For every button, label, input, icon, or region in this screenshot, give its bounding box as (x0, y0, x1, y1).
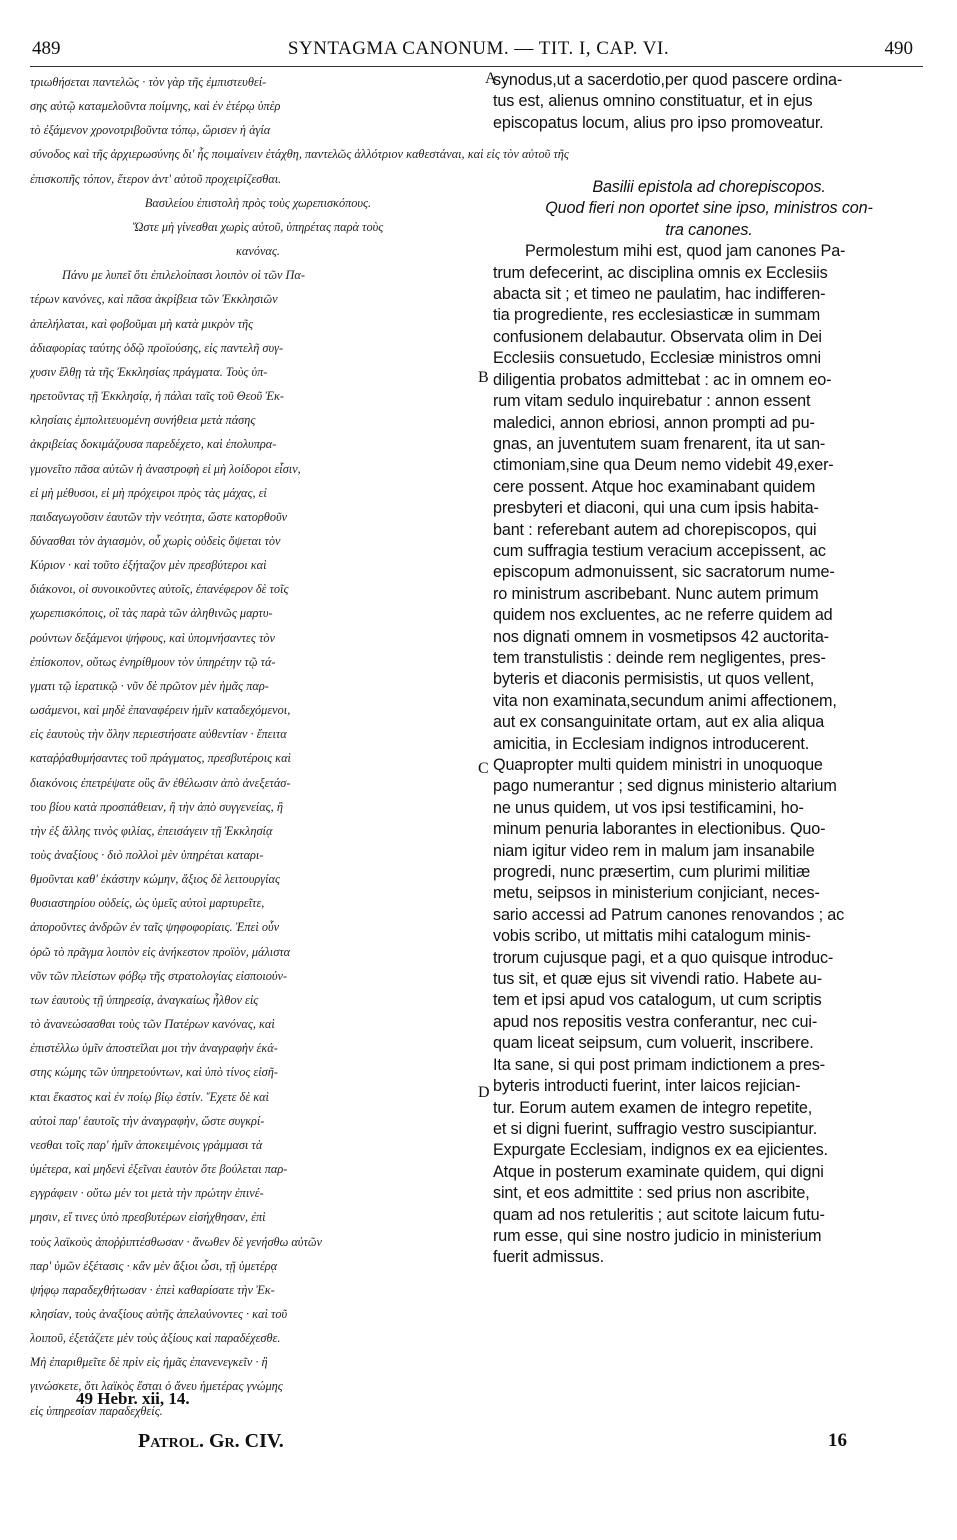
latin-line: Expurgate Ecclesiam, indignos ex ea ejicientes. (493, 1141, 828, 1160)
latin-column (493, 70, 925, 1269)
header-rule (30, 66, 923, 67)
running-title: SYNTAGMA CANONUM. — TIT. I, CAP. VI. (287, 38, 670, 59)
latin-line: tus sit, et quæ ejus sit vivendi ratio. Habete au- (493, 970, 823, 989)
latin-line: synodus,ut a sacerdotio,per quod pascere ordina- (493, 71, 843, 89)
greek-line: Μὴ ἐπαριθμεῖτε δὲ πρὶν εἰς ἡμᾶς ἐπανενεγκεῖν · ἢ (30, 1355, 268, 1370)
greek-line: κλησίαν, τοὺς ἀναξίους αὐτῆς ἀπελαύνοντες · καὶ τοῦ (30, 1306, 288, 1321)
latin-line: Ita sane, si qui post primam indictionem a pres- (493, 1055, 825, 1074)
greek-line: διάκονοι, οἱ συνοικοῦντες αὐτοῖς, ἐπανέφερον δὲ τοῖς (30, 582, 289, 597)
greek-line: καταῤῥαθυμήσαντες τοῦ πράγματος, πρεσβυτέροις καὶ (30, 751, 291, 766)
latin-line: Ecclesiis consuetudo, Ecclesiæ ministros omni (493, 349, 821, 368)
greek-line: ἀδιαφορίας ταύτης ὁδῷ προϊούσης, εἰς παντελῆ συγ- (30, 340, 284, 355)
latin-line: episcopum admonuissent, sic sacratorum nume- (493, 563, 835, 582)
greek-line: σης αὐτῷ καταμελοῦντα ποίμνης, καὶ ἐν ἑτέρῳ ὑπὲρ (30, 99, 281, 114)
latin-line: confusionem delabautur. Observata olim in Dei (493, 327, 822, 346)
latin-line: Quod fieri non oportet sine ipso, ministros con- (545, 199, 873, 218)
latin-line: maledici, annon ebriosi, annon prompti ad pu- (493, 413, 815, 432)
latin-line: tem transtulistis : deinde rem negligentes, pres- (493, 648, 826, 667)
latin-line: Atque in posterum examinate quidem, qui digni (493, 1162, 824, 1181)
latin-line: tra canones. (665, 220, 753, 239)
latin-line: cere possent. Atque hoc examinabant quidem (493, 477, 816, 496)
greek-line: σύνοδος καὶ τῆς ἀρχιερωσύνης δι' ἧς ποιμαίνειν ἐτάχθη, παντελῶς ἀλλότριον καθεστάναι, καὶ εἰς τὸν αὐτοῦ τῆς (30, 147, 569, 162)
greek-line: ωσάμενοι, καὶ μηδὲ ἐπαναφέρειν ἡμῖν καταδεχόμενοι, (30, 703, 291, 718)
greek-line: γινώσκετε, ὅτι λαϊκὸς ἔσται ὁ ἄνευ ἡμετέρας γνώμης (30, 1379, 283, 1394)
greek-line: ἐπισκοπῆς τόπον, ἕτερον ἀντ' αὐτοῦ προχειρίζεσθαι. (30, 171, 282, 186)
margin-marker-b: B (478, 369, 489, 386)
greek-line: δύνασθαι τὸν ἁγιασμὸν, οὗ χωρὶς οὐδεὶς ὄψεται τὸν (30, 533, 281, 548)
page-number-left: 489 (32, 38, 61, 59)
greek-line: αὐτοὶ παρ' ἑαυτοῖς τὴν ἀναγραφὴν, ὥστε συγκρί- (30, 1113, 265, 1128)
greek-line: τριωθήσεται παντελῶς · τὸν γὰρ τῆς ἐμπιστευθεί- (30, 75, 267, 89)
greek-line: χυσιν ἔλθῃ τὰ τῆς Ἐκκλησίας πράγματα. Τοὺς ὑπ- (30, 364, 268, 379)
greek-line: ἐπιστέλλω ὑμῖν ἀποστεῖλαι μοι τὴν ἀναγραφὴν ἑκά- (30, 1041, 278, 1056)
margin-marker-d: D (478, 1084, 490, 1101)
latin-line: niam igitur video rem in malum jam insanabile (493, 841, 815, 860)
greek-line: ἀκριβείας δοκιμάζουσα παρεδέχετο, καὶ ἐπολυπρα- (30, 437, 277, 452)
greek-line: ἐπίσκοπον, οὕτως ἐνηρίθμουν τὸν ὑπηρέτην τῷ τά- (30, 654, 276, 669)
margin-marker-c: C (478, 760, 489, 777)
latin-line: amicitia, in Ecclesiam indignos introducerent. (493, 734, 810, 753)
latin-line: episcopatus locum, alius pro ipso promoveatur. (493, 113, 824, 132)
greek-line: ἀποροῦντες ἀνδρῶν ἐν ταῖς ψηφοφορίαις. Ἐπεὶ οὖν (30, 920, 280, 935)
greek-line: τὴν ἐξ ἄλλης τινὸς φιλίας, ἐπεισάγειν τῇ Ἐκκλησίᾳ (30, 823, 273, 838)
greek-line: εἰς ὑπηρεσίαν παραδεχθείς. (30, 1403, 163, 1418)
latin-line: quidem nos excluentes, ac ne referre quidem ad (493, 606, 833, 625)
latin-line: pago numerantur ; sed dignus ministerio altarium (493, 777, 837, 796)
greek-line: εἰς ἑαυτοὺς τὴν ὅλην περιεστήσατε αὐθεντίαν · ἔπειτα (30, 727, 287, 742)
greek-line: κανόνας. (236, 244, 280, 259)
latin-line: tem et ipsi apud vos catalogum, ut cum scriptis (493, 991, 822, 1010)
greek-line: μησιν, εἴ τινες ὑπὸ πρεσβυτέρων εἰσήχθησαν, ἐπὶ (30, 1210, 266, 1225)
greek-line: κται ἕκαστος καὶ ἐν ποίῳ βίῳ ἐστίν. Ἔχετε δὲ καὶ (30, 1089, 269, 1104)
latin-line (493, 156, 925, 177)
latin-line: abacta sit ; et timeo ne paulatim, hac indifferen- (493, 285, 826, 304)
page-number-right: 490 (884, 38, 913, 59)
greek-line: του βίου κατὰ προσπάθειαν, ἢ τὴν ἀπὸ συγγενείας, ἢ (30, 799, 283, 814)
greek-line: εἰ μὴ μέθυσοι, εἰ μὴ πρόχειροι πρὸς τὰς μάχας, εἰ (30, 485, 267, 500)
greek-line: Ὥστε μὴ γίνεσθαι χωρὶς αὐτοῦ, ὑπηρέτας παρὰ τοὺς (132, 219, 384, 234)
latin-line: nos dignati omnem in vosmetipsos 42 auctorita- (493, 627, 829, 646)
latin-line: gnas, an juventutem suam frenarent, ita ut san- (493, 434, 826, 453)
latin-line: progredi, nunc præsertim, cum plurimi militiæ (493, 863, 811, 882)
latin-line: tur. Eorum autem examen de integro repetite, (493, 1098, 813, 1117)
greek-line: νεσθαι τοῖς παρ' ἡμῖν ἀποκειμένοις γράμμασι τὰ (30, 1137, 263, 1152)
latin-line: tus est, alienus omnino constituatur, et in ejus (493, 92, 813, 111)
greek-line: γμονεῖτο πᾶσα αὐτῶν ἡ ἀναστροφὴ εἰ μὴ λοίδοροι εἶσιν, (30, 461, 301, 476)
latin-line: Basilii epistola ad chorepiscopos. (592, 178, 826, 197)
latin-line: vobis scribo, ut mittatis mihi catalogum minis- (493, 927, 811, 946)
latin-line: et si digni fuerint, suffragio vestro suscipiantur. (493, 1119, 818, 1138)
latin-line: sint, et eos admittite : sed prius non ascribite, (493, 1184, 810, 1203)
greek-line: ἀπελήλαται, καὶ φοβοῦμαι μὴ κατὰ μικρὸν τῆς (30, 316, 254, 331)
margin-marker-a: A (485, 70, 497, 87)
latin-line: cum suffragia testium veracium accepissent, ac (493, 541, 826, 560)
latin-line: ctimoniam,sine qua Deum nemo videbit 49,exer- (493, 456, 834, 475)
greek-line: τοὺς ἀναξίους · διὸ πολλοὶ μὲν ὑπηρέται καταρι- (30, 848, 264, 862)
greek-line: Κύριον · καὶ τοῦτο ἐξήταζον μὲν πρεσβύτεροι καὶ (30, 558, 267, 573)
latin-line: presbyteri et diaconi, qui una cum ipsis habita- (493, 499, 819, 518)
latin-line: byteris et diaconis permisistis, ut quos vellent, (493, 670, 815, 689)
greek-line: τέρων κανόνες, καὶ πᾶσα ἀκρίβεια τῶν Ἐκκλησιῶν (30, 292, 278, 307)
greek-line: Πάνυ με λυπεῖ ὅτι ἐπιλελοίπασι λοιπὸν οἱ τῶν Πα- (62, 268, 305, 283)
greek-line: ρούντων δεξάμενοι ψήφους, καὶ ὑπομνήσαντες τὸν (30, 630, 275, 645)
greek-line: χωρεπισκόποις, οἳ τὰς παρὰ τῶν ἀληθινῶς μαρτυ- (30, 606, 273, 621)
latin-line: rum esse, qui sine nostro judicio in ministerium (493, 1226, 822, 1245)
greek-line: θμοῦνται καθ' ἑκάστην κώμην, ἄξιος δὲ λειτουργίας (30, 872, 280, 887)
greek-line: κλησίαις ἐμπολιτευομένη συνήθεια μετὰ πάσης (30, 413, 256, 428)
latin-line (493, 134, 925, 155)
running-header (0, 32, 957, 62)
latin-line: apud nos repositis vestra conferantur, nec cui- (493, 1012, 818, 1031)
latin-line: aut ex consanguinitate ortam, aut ex alia aliqua (493, 713, 825, 732)
footnote: 49 Hebr. xii, 14. (76, 1389, 190, 1408)
latin-line: diligentia probatos admittebat : ac in omnem eo- (493, 370, 832, 389)
greek-line: παρ' ὑμῶν ἐξέτασις · κἂν μὲν ἄξιοι ὦσι, τῇ ὑμετέρᾳ (30, 1258, 278, 1273)
latin-line: rum vitam sedulo inquirebatur : annon essent (493, 392, 811, 411)
greek-line: λοιποῦ, ἐξετάζετε μὲν τοὺς ἀξίους καὶ παραδέχεσθε. (30, 1331, 281, 1346)
latin-line: trum defecerint, ac disciplina omnis ex Ecclesiis (493, 263, 828, 282)
latin-line: bant : referebant autem ad chorepiscopos, qui (493, 520, 817, 539)
latin-line: ne unus quidem, ut vos ipsi testificamini, ho- (493, 798, 804, 817)
greek-line: ὑμέτερα, καὶ μηδενὶ ἐξεῖναι ἑαυτὸν ὅτε βούλεται παρ- (30, 1162, 288, 1177)
latin-line: vita non examinata,secundum animi affectionem, (493, 691, 837, 710)
greek-line: των ἑαυτοὺς τῇ ὑπηρεσίᾳ, ἀναγκαίως ἦλθον εἰς (30, 992, 259, 1007)
greek-line: τὸ ἀνανεώσασθαι τοὺς τῶν Πατέρων κανόνας, καὶ (30, 1017, 275, 1032)
greek-line: στης κώμης τῶν ὑπηρετούντων, καὶ ὑπὸ τίνος εἰσῆ- (30, 1065, 278, 1080)
greek-line: διακόνοις ἐπετρέψατε οὓς ἂν ἐθέλωσιν ἀπὸ ἀνεξετάσ- (30, 775, 291, 790)
signature-mark: 16 (828, 1430, 847, 1451)
latin-line: sario accessi ad Patrum canones renovandos ; ac (493, 905, 845, 924)
latin-line: Quapropter multi quidem ministri in unoquoque (493, 756, 823, 774)
latin-line: byteris introducti fuerint, inter laicos rejician- (493, 1077, 801, 1096)
source-line: Patrol. Gr. CIV. (138, 1430, 284, 1452)
latin-line: quam liceat seipsum, cum voluerit, inscribere. (493, 1034, 814, 1053)
greek-line: ὁρῶ τὸ πρᾶγμα λοιπὸν εἰς ἀνήκεστον προϊὸν, μάλιστα (30, 944, 291, 959)
greek-line: παιδαγωγοῦσιν ἑαυτῶν τὴν νεότητα, ὥστε κατορθοῦν (30, 509, 288, 524)
latin-line: quam ad nos retuleritis ; aut scitote laicum futu- (493, 1205, 825, 1224)
greek-line: γματι τῷ ἱερατικῷ · νῦν δὲ πρῶτον μὲν ἡμᾶς παρ- (30, 678, 269, 693)
greek-line: ηρετοῦντας τῇ Ἐκκλησίᾳ, ἡ πάλαι ταῖς τοῦ Θεοῦ Ἐκ- (30, 389, 284, 404)
greek-line: Βασιλείου ἐπιστολὴ πρὸς τοὺς χωρεπισκόπους. (144, 195, 372, 210)
latin-line: ro ministrum ascribebant. Nunc autem primum (493, 584, 819, 603)
latin-line: minum penuria laborantes in electionibus. Quo- (493, 820, 826, 839)
latin-line: Permolestum mihi est, quod jam canones Pa- (525, 242, 846, 261)
greek-line: θυσιαστηρίου οὐδείς, ὡς ὑμεῖς αὐτοὶ μαρτυρεῖτε, (30, 896, 265, 911)
greek-line: τοὺς λαϊκοὺς ἀποῤῥιπτέσθωσαν · ἄνωθεν δὲ γενήσθω αὐτῶν (30, 1234, 322, 1249)
latin-line: trorum cujusque pagi, et a quo quisque introduc- (493, 948, 834, 967)
latin-line: metu, seipsos in ministerium conjiciant, neces- (493, 884, 820, 903)
greek-line: τὸ ἐξάμενον χρονοτριβοῦντα τόπῳ, ὥρισεν ἡ ἁγία (30, 123, 271, 138)
greek-line: ψήφῳ παραδεχθήτωσαν · ἐπεὶ καθαρίσατε τὴν Ἐκ- (30, 1282, 275, 1297)
greek-line: εγγράφειν · οὕτω μέν τοι μετὰ τὴν πρώτην ἐπινέ- (30, 1186, 264, 1201)
latin-line: fuerit admissus. (493, 1248, 604, 1267)
latin-line: tia progrediente, res ecclesiasticæ in summam (493, 306, 821, 325)
greek-line: νῦν τῶν πλείστων φόβῳ τῆς στρατολογίας εἰσποιούν- (30, 968, 288, 983)
